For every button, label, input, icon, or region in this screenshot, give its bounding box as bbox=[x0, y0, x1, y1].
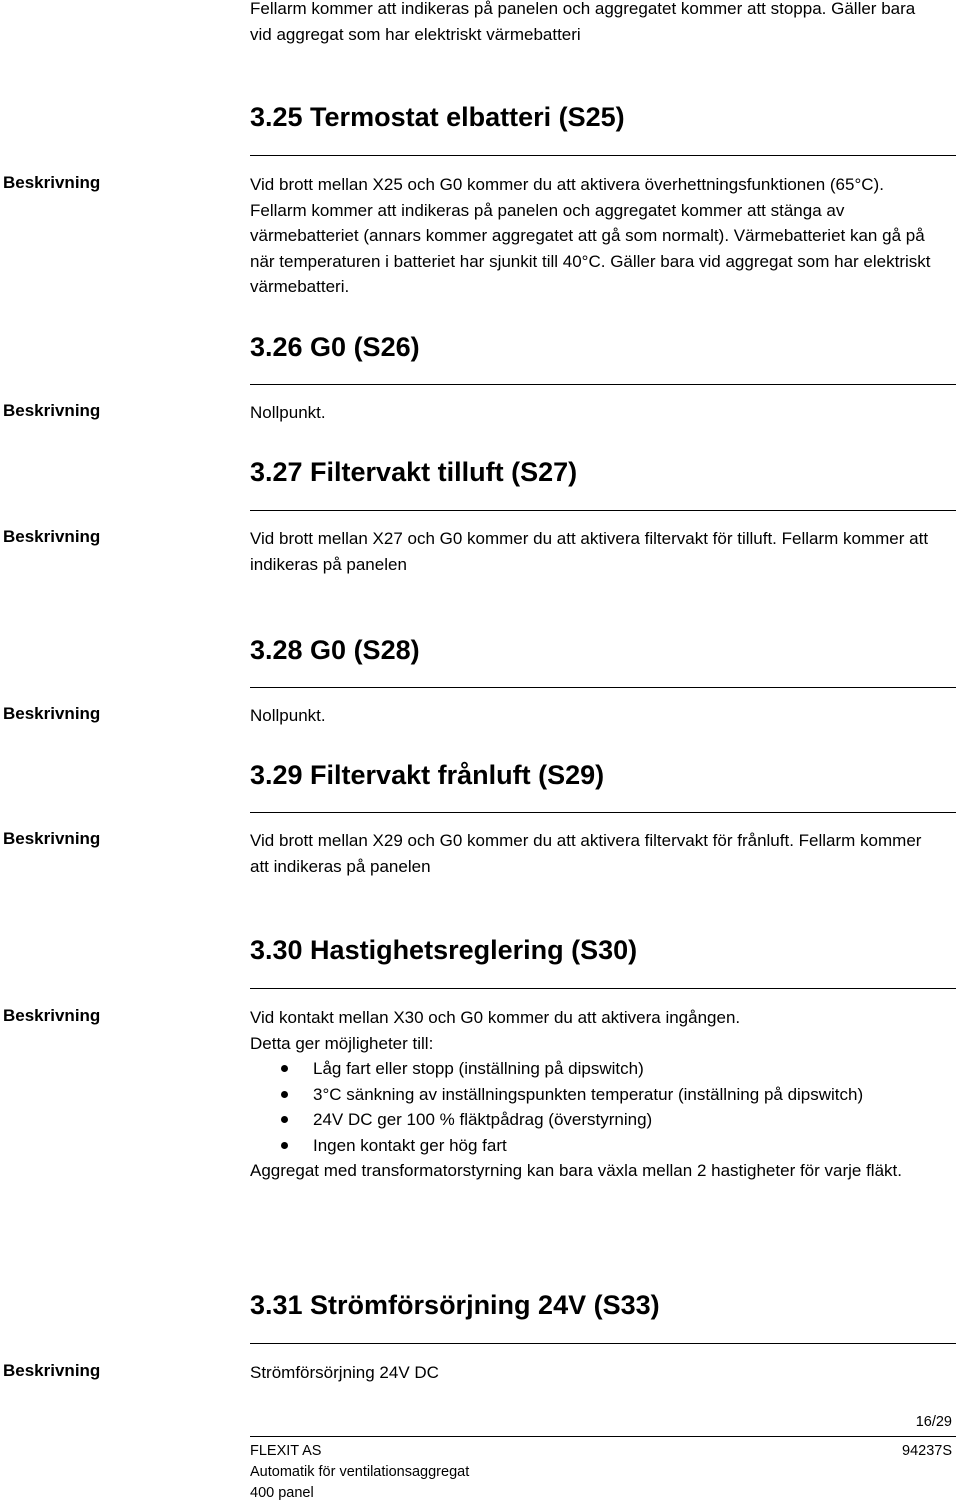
section-divider bbox=[250, 812, 956, 813]
section-heading-3-29: 3.29 Filtervakt frånluft (S29) bbox=[250, 760, 605, 790]
bullet-icon bbox=[281, 1065, 288, 1072]
section-divider bbox=[250, 384, 956, 385]
description-label: Beskrivning bbox=[3, 1361, 101, 1380]
section-divider bbox=[250, 510, 956, 511]
list-item: Låg fart eller stopp (inställning på dipswitch) bbox=[250, 1056, 940, 1082]
section-heading-3-25: 3.25 Termostat elbatteri (S25) bbox=[250, 102, 625, 132]
description-label: Beskrivning bbox=[3, 527, 101, 546]
intro-paragraph: Fellarm kommer att indikeras på panelen och aggregatet kommer att stoppa. Gäller bara vid aggregat som har elektriskt värmebatteri bbox=[250, 0, 916, 44]
section-divider bbox=[250, 687, 956, 688]
section-divider bbox=[250, 988, 956, 989]
description-text: Nollpunkt. bbox=[250, 706, 326, 725]
description-label: Beskrivning bbox=[3, 173, 101, 192]
section-heading-3-27: 3.27 Filtervakt tilluft (S27) bbox=[250, 457, 578, 487]
description-line: Vid kontakt mellan X30 och G0 kommer du att aktivera ingången. bbox=[250, 1008, 741, 1027]
bullet-icon bbox=[281, 1116, 288, 1123]
list-item: Ingen kontakt ger hög fart bbox=[250, 1133, 940, 1159]
description-text: Nollpunkt. bbox=[250, 403, 326, 422]
description-text: Vid brott mellan X25 och G0 kommer du att aktivera överhettningsfunktionen (65°C). Fellarm kommer att indikeras på panelen och aggregatet kommer att stänga av värmebatteriet (annars kommer aggregatet att gå som normalt). Värmebatteriet kan gå på när temperaturen i batteriet har sjunkit till 40°C. Gäller bara vid aggregat som har elektriskt värmebatteri. bbox=[250, 175, 931, 296]
section-heading-3-26: 3.26 G0 (S26) bbox=[250, 332, 420, 362]
description-closing: Aggregat med transformatorstyrning kan bara växla mellan 2 hastigheter för varje fläkt. bbox=[250, 1161, 902, 1180]
section-divider bbox=[250, 1343, 956, 1344]
section-divider bbox=[250, 155, 956, 156]
description-label: Beskrivning bbox=[3, 401, 101, 420]
footer-doc-subtitle: 400 panel bbox=[250, 1485, 314, 1501]
section-heading-3-28: 3.28 G0 (S28) bbox=[250, 635, 420, 665]
footer-doc-title: Automatik för ventilationsaggregat bbox=[250, 1464, 470, 1480]
section-heading-3-31: 3.31 Strömförsörjning 24V (S33) bbox=[250, 1290, 660, 1320]
description-line: Detta ger möjligheter till: bbox=[250, 1033, 434, 1053]
list-item: 24V DC ger 100 % fläktpådrag (överstyrning) bbox=[250, 1107, 940, 1133]
bullet-icon bbox=[281, 1091, 288, 1098]
list-item: 3°C sänkning av inställningspunkten temperatur (inställning på dipswitch) bbox=[250, 1082, 940, 1108]
description-label: Beskrivning bbox=[3, 704, 101, 723]
description-label: Beskrivning bbox=[3, 1006, 101, 1025]
section-heading-3-30: 3.30 Hastighetsreglering (S30) bbox=[250, 935, 638, 965]
description-block bbox=[250, 1005, 940, 1184]
footer-divider bbox=[250, 1436, 956, 1437]
description-label: Beskrivning bbox=[3, 829, 101, 848]
description-text: Vid brott mellan X27 och G0 kommer du att aktivera filtervakt för tilluft. Fellarm kommer att indikeras på panelen bbox=[250, 529, 929, 574]
description-text: Strömförsörjning 24V DC bbox=[250, 1363, 439, 1382]
footer-doc-code: 94237S bbox=[902, 1443, 952, 1459]
options-list bbox=[250, 1056, 940, 1158]
description-text: Vid brott mellan X29 och G0 kommer du att aktivera filtervakt för frånluft. Fellarm kommer att indikeras på panelen bbox=[250, 831, 922, 876]
footer-company: FLEXIT AS bbox=[250, 1443, 322, 1459]
bullet-icon bbox=[281, 1142, 288, 1149]
page-number: 16/29 bbox=[915, 1414, 952, 1430]
footer-info bbox=[250, 1441, 469, 1504]
